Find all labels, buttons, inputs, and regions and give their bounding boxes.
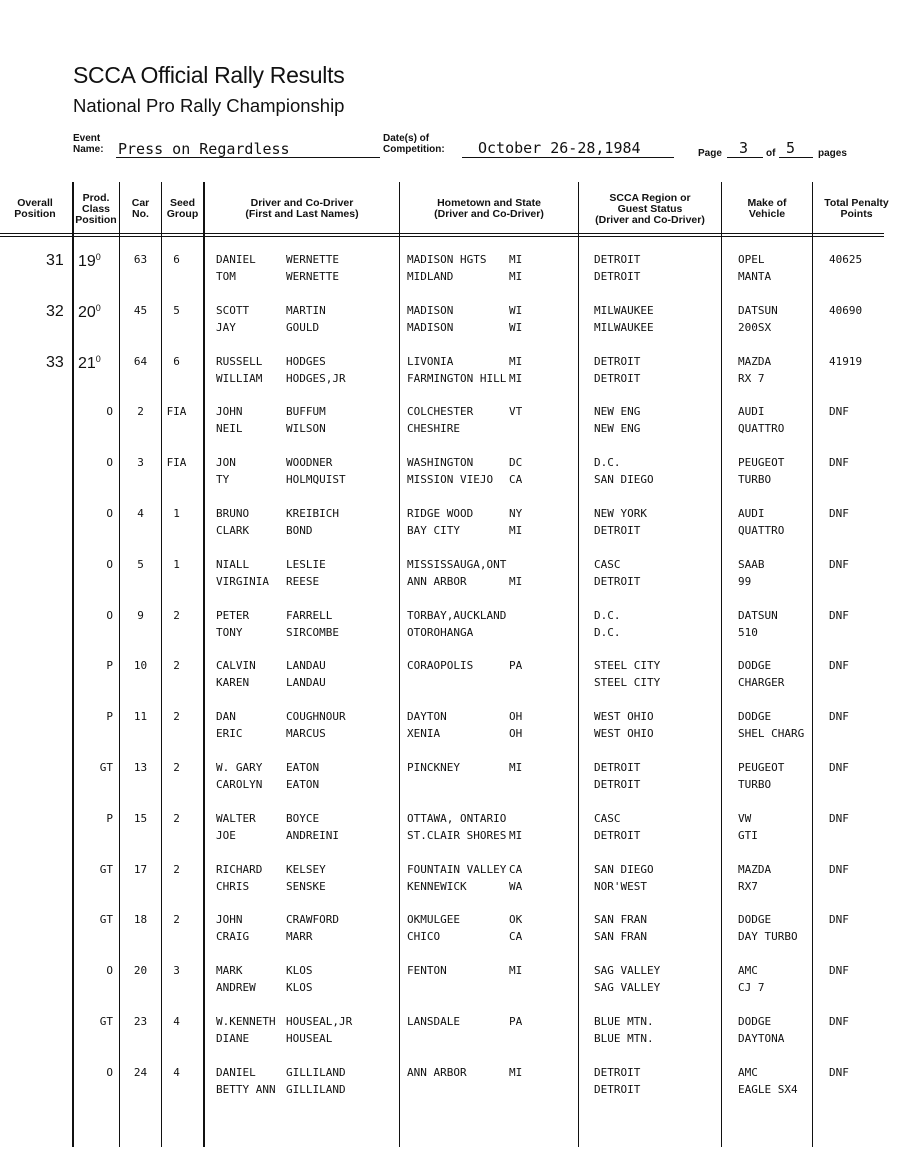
codriver-first-name: TONY [216, 626, 243, 639]
codriver-first-name: WILLIAM [216, 372, 263, 385]
col-header-make: Make of Vehicle [747, 197, 787, 220]
class-position [78, 303, 101, 322]
vehicle-model: QUATTRO [738, 422, 785, 435]
col-divider [578, 182, 579, 1147]
col-divider [812, 182, 813, 1147]
codriver-first-name: KAREN [216, 676, 250, 689]
car-number: 45 [133, 304, 148, 317]
driver-last-name: BOYCE [286, 812, 320, 825]
vehicle-make: VW [738, 812, 752, 825]
class-position: P [106, 812, 113, 825]
codriver-last-name: SENSKE [286, 880, 326, 893]
seed-group: 2 [173, 913, 180, 926]
col-header-car: Car No. [131, 197, 150, 220]
driver-state: VT [509, 405, 523, 418]
driver-hometown: PINCKNEY [407, 761, 460, 774]
class-position: GT [99, 863, 113, 876]
codriver-first-name: TY [216, 473, 230, 486]
vehicle-model: DAYTONA [738, 1032, 785, 1045]
total-penalty-points: DNF [829, 1015, 849, 1028]
codriver-last-name: WERNETTE [286, 270, 339, 283]
class-position: O [106, 964, 113, 977]
driver-state: NY [509, 507, 523, 520]
vehicle-model: MANTA [738, 270, 772, 283]
vehicle-make: AUDI [738, 507, 765, 520]
driver-state: CA [509, 863, 523, 876]
driver-first-name: CALVIN [216, 659, 256, 672]
codriver-region: D.C. [594, 626, 621, 639]
driver-first-name: NIALL [216, 558, 250, 571]
class-position: O [106, 1066, 113, 1079]
driver-state: MI [509, 964, 523, 977]
codriver-state: MI [509, 829, 523, 842]
page-number-underline [727, 157, 763, 158]
driver-first-name: RICHARD [216, 863, 263, 876]
driver-hometown: OKMULGEE [407, 913, 460, 926]
total-penalty-points: DNF [829, 558, 849, 571]
codriver-hometown: ANN ARBOR [407, 575, 467, 588]
codriver-region: SAN FRAN [594, 930, 647, 943]
codriver-hometown: XENIA [407, 727, 441, 740]
codriver-hometown: FARMINGTON HILL [407, 372, 507, 385]
driver-last-name: LANDAU [286, 659, 326, 672]
total-pages: 5 [786, 139, 796, 157]
driver-state: OH [509, 710, 523, 723]
overall-position: 31 [46, 252, 64, 269]
car-number: 18 [133, 913, 148, 926]
codriver-region: DETROIT [594, 372, 641, 385]
driver-region: DETROIT [594, 355, 641, 368]
vehicle-model: 510 [738, 626, 758, 639]
driver-hometown: LANSDALE [407, 1015, 460, 1028]
total-penalty-points: DNF [829, 812, 849, 825]
driver-first-name: PETER [216, 609, 250, 622]
vehicle-make: PEUGEOT [738, 761, 785, 774]
vehicle-model: TURBO [738, 473, 772, 486]
driver-hometown: DAYTON [407, 710, 447, 723]
driver-last-name: FARRELL [286, 609, 333, 622]
class-position: O [106, 507, 113, 520]
seed-group: FIA [166, 405, 187, 418]
driver-region: SAG VALLEY [594, 964, 661, 977]
driver-last-name: LESLIE [286, 558, 326, 571]
col-header-points: Total Penalty Points [824, 197, 889, 220]
driver-last-name: COUGHNOUR [286, 710, 346, 723]
total-penalty-points: DNF [829, 761, 849, 774]
driver-region: SAN FRAN [594, 913, 647, 926]
driver-state: WI [509, 304, 523, 317]
car-number: 2 [137, 405, 144, 418]
vehicle-model: CJ 7 [738, 981, 765, 994]
car-number: 11 [133, 710, 148, 723]
seed-group: 2 [173, 761, 180, 774]
driver-last-name: KREIBICH [286, 507, 339, 520]
codriver-first-name: CLARK [216, 524, 250, 537]
header-rule-bottom [0, 236, 884, 237]
vehicle-model: RX 7 [738, 372, 765, 385]
total-penalty-points: DNF [829, 659, 849, 672]
vehicle-make: DATSUN [738, 304, 778, 317]
driver-region: D.C. [594, 456, 621, 469]
driver-first-name: JON [216, 456, 236, 469]
col-divider [203, 182, 205, 1147]
driver-state: OK [509, 913, 523, 926]
total-penalty-points: DNF [829, 710, 849, 723]
car-number: 63 [133, 253, 148, 266]
of-label: of [766, 148, 776, 159]
vehicle-model: 99 [738, 575, 752, 588]
seed-group: 2 [173, 863, 180, 876]
driver-last-name: WERNETTE [286, 253, 339, 266]
class-position: GT [99, 913, 113, 926]
vehicle-model: TURBO [738, 778, 772, 791]
codriver-state: CA [509, 473, 523, 486]
vehicle-model: SHEL CHARG [738, 727, 805, 740]
driver-state: MI [509, 1066, 523, 1079]
car-number: 5 [137, 558, 144, 571]
codriver-state: OH [509, 727, 523, 740]
total-penalty-points: DNF [829, 964, 849, 977]
class-position: P [106, 659, 113, 672]
car-number: 10 [133, 659, 148, 672]
codriver-first-name: TOM [216, 270, 236, 283]
seed-group: 4 [173, 1015, 180, 1028]
driver-first-name: MARK [216, 964, 243, 977]
total-penalty-points: DNF [829, 863, 849, 876]
driver-region: NEW YORK [594, 507, 647, 520]
codriver-region: DETROIT [594, 829, 641, 842]
class-position: O [106, 456, 113, 469]
driver-region: CASC [594, 812, 621, 825]
codriver-region: DETROIT [594, 1083, 641, 1096]
driver-hometown: WASHINGTON [407, 456, 474, 469]
vehicle-make: DODGE [738, 1015, 772, 1028]
class-position [78, 252, 101, 271]
driver-first-name: JOHN [216, 913, 243, 926]
codriver-last-name: SIRCOMBE [286, 626, 339, 639]
vehicle-model: QUATTRO [738, 524, 785, 537]
codriver-region: DETROIT [594, 778, 641, 791]
class-position: GT [99, 1015, 113, 1028]
vehicle-make: DODGE [738, 710, 772, 723]
driver-first-name: W. GARY [216, 761, 263, 774]
codriver-last-name: GOULD [286, 321, 320, 334]
codriver-region: DETROIT [594, 524, 641, 537]
codriver-state: MI [509, 270, 523, 283]
driver-last-name: MARTIN [286, 304, 326, 317]
codriver-last-name: MARCUS [286, 727, 326, 740]
event-name-value: Press on Regardless [118, 140, 290, 158]
dates-value: October 26-28,1984 [478, 139, 641, 157]
codriver-last-name: GILLILAND [286, 1083, 346, 1096]
codriver-hometown: MISSION VIEJO [407, 473, 494, 486]
car-number: 17 [133, 863, 148, 876]
codriver-state: MI [509, 372, 523, 385]
driver-last-name: WOODNER [286, 456, 333, 469]
driver-first-name: BRUNO [216, 507, 250, 520]
driver-hometown: MADISON HGTS [407, 253, 487, 266]
class-position-value: 19 [78, 253, 96, 270]
driver-last-name: HODGES [286, 355, 326, 368]
driver-first-name: DAN [216, 710, 236, 723]
car-number: 4 [137, 507, 144, 520]
class-position [78, 354, 101, 373]
driver-region: D.C. [594, 609, 621, 622]
seed-group: 2 [173, 710, 180, 723]
codriver-state: MI [509, 524, 523, 537]
codriver-state: CA [509, 930, 523, 943]
driver-last-name: GILLILAND [286, 1066, 346, 1079]
driver-hometown: RIDGE WOOD [407, 507, 474, 520]
class-position-superscript: 0 [95, 303, 101, 313]
codriver-hometown: CHICO [407, 930, 441, 943]
codriver-last-name: REESE [286, 575, 320, 588]
col-header-seed: Seed Group [166, 197, 199, 220]
driver-hometown: MISSISSAUGA,ONT [407, 558, 507, 571]
codriver-hometown: MIDLAND [407, 270, 454, 283]
driver-state: PA [509, 659, 523, 672]
driver-hometown: COLCHESTER [407, 405, 474, 418]
col-divider [399, 182, 400, 1147]
car-number: 20 [133, 964, 148, 977]
driver-region: SAN DIEGO [594, 863, 654, 876]
pages-label: pages [818, 148, 847, 159]
vehicle-make: AMC [738, 964, 758, 977]
total-penalty-points: DNF [829, 913, 849, 926]
driver-last-name: KELSEY [286, 863, 326, 876]
seed-group: 1 [173, 558, 180, 571]
codriver-first-name: ERIC [216, 727, 243, 740]
codriver-first-name: JOE [216, 829, 236, 842]
driver-region: DETROIT [594, 253, 641, 266]
seed-group: 2 [173, 659, 180, 672]
driver-first-name: DANIEL [216, 253, 256, 266]
driver-region: NEW ENG [594, 405, 641, 418]
vehicle-model: CHARGER [738, 676, 785, 689]
driver-state: PA [509, 1015, 523, 1028]
driver-hometown: FOUNTAIN VALLEY [407, 863, 507, 876]
driver-first-name: SCOTT [216, 304, 250, 317]
vehicle-make: OPEL [738, 253, 765, 266]
dates-label: Date(s) of Competition: [383, 133, 445, 155]
codriver-region: SAN DIEGO [594, 473, 654, 486]
class-position: O [106, 405, 113, 418]
codriver-first-name: CRAIG [216, 930, 250, 943]
codriver-first-name: VIRGINIA [216, 575, 269, 588]
seed-group: FIA [166, 456, 187, 469]
header-rule-top [0, 233, 884, 234]
driver-hometown: MADISON [407, 304, 454, 317]
seed-group: 1 [173, 507, 180, 520]
total-penalty-points: DNF [829, 507, 849, 520]
codriver-region: WEST OHIO [594, 727, 654, 740]
driver-first-name: W.KENNETH [216, 1015, 276, 1028]
vehicle-make: AUDI [738, 405, 765, 418]
car-number: 64 [133, 355, 148, 368]
driver-last-name: BUFFUM [286, 405, 326, 418]
vehicle-make: DODGE [738, 659, 772, 672]
class-position: P [106, 710, 113, 723]
vehicle-make: AMC [738, 1066, 758, 1079]
seed-group: 4 [173, 1066, 180, 1079]
codriver-state: MI [509, 575, 523, 588]
event-name-label: Event Name: [73, 133, 104, 155]
codriver-region: MILWAUKEE [594, 321, 654, 334]
codriver-last-name: HODGES,JR [286, 372, 346, 385]
driver-hometown: CORAOPOLIS [407, 659, 474, 672]
driver-last-name: KLOS [286, 964, 313, 977]
vehicle-make: MAZDA [738, 355, 772, 368]
codriver-hometown: KENNEWICK [407, 880, 467, 893]
total-penalty-points: DNF [829, 405, 849, 418]
codriver-last-name: MARR [286, 930, 313, 943]
col-header-overall: Overall Position [14, 197, 56, 220]
vehicle-make: SAAB [738, 558, 765, 571]
codriver-region: NEW ENG [594, 422, 641, 435]
vehicle-make: DODGE [738, 913, 772, 926]
codriver-last-name: EATON [286, 778, 320, 791]
total-penalty-points: 41919 [829, 355, 863, 368]
total-penalty-points: 40690 [829, 304, 863, 317]
overall-position: 33 [46, 354, 64, 371]
codriver-state: WA [509, 880, 523, 893]
driver-hometown: TORBAY,AUCKLAND [407, 609, 507, 622]
driver-hometown: FENTON [407, 964, 447, 977]
codriver-first-name: DIANE [216, 1032, 250, 1045]
total-penalty-points: DNF [829, 1066, 849, 1079]
event-name-underline [116, 157, 380, 158]
seed-group: 6 [173, 253, 180, 266]
codriver-hometown: BAY CITY [407, 524, 460, 537]
codriver-region: STEEL CITY [594, 676, 661, 689]
codriver-last-name: ANDREINI [286, 829, 339, 842]
driver-first-name: RUSSELL [216, 355, 263, 368]
driver-region: WEST OHIO [594, 710, 654, 723]
codriver-hometown: CHESHIRE [407, 422, 460, 435]
driver-region: BLUE MTN. [594, 1015, 654, 1028]
class-position: GT [99, 761, 113, 774]
driver-last-name: EATON [286, 761, 320, 774]
vehicle-model: GTI [738, 829, 758, 842]
driver-state: MI [509, 355, 523, 368]
driver-first-name: JOHN [216, 405, 243, 418]
driver-hometown: LIVONIA [407, 355, 454, 368]
driver-state: DC [509, 456, 523, 469]
codriver-first-name: JAY [216, 321, 236, 334]
codriver-first-name: BETTY ANN [216, 1083, 276, 1096]
page-subtitle: National Pro Rally Championship [73, 95, 345, 116]
col-header-hometown: Hometown and State (Driver and Co-Driver) [434, 197, 544, 220]
codriver-first-name: ANDREW [216, 981, 256, 994]
driver-region: STEEL CITY [594, 659, 661, 672]
codriver-last-name: HOLMQUIST [286, 473, 346, 486]
driver-region: CASC [594, 558, 621, 571]
car-number: 9 [137, 609, 144, 622]
driver-last-name: CRAWFORD [286, 913, 339, 926]
total-penalty-points: DNF [829, 456, 849, 469]
seed-group: 2 [173, 812, 180, 825]
codriver-region: BLUE MTN. [594, 1032, 654, 1045]
class-position: O [106, 558, 113, 571]
codriver-first-name: NEIL [216, 422, 243, 435]
car-number: 15 [133, 812, 148, 825]
codriver-first-name: CAROLYN [216, 778, 263, 791]
car-number: 13 [133, 761, 148, 774]
class-position: O [106, 609, 113, 622]
codriver-region: DETROIT [594, 575, 641, 588]
seed-group: 3 [173, 964, 180, 977]
class-position-superscript: 0 [95, 252, 101, 262]
codriver-last-name: BOND [286, 524, 313, 537]
driver-state: MI [509, 761, 523, 774]
codriver-last-name: WILSON [286, 422, 326, 435]
dates-underline [462, 157, 674, 158]
driver-region: MILWAUKEE [594, 304, 654, 317]
driver-state: MI [509, 253, 523, 266]
driver-region: DETROIT [594, 761, 641, 774]
class-position-value: 20 [78, 304, 96, 321]
car-number: 3 [137, 456, 144, 469]
codriver-state: WI [509, 321, 523, 334]
class-position-value: 21 [78, 355, 96, 372]
codriver-first-name: CHRIS [216, 880, 250, 893]
col-header-driver: Driver and Co-Driver (First and Last Names) [245, 197, 359, 220]
total-penalty-points: DNF [829, 609, 849, 622]
col-header-class: Prod. Class Position [75, 191, 117, 226]
codriver-region: SAG VALLEY [594, 981, 661, 994]
vehicle-make: MAZDA [738, 863, 772, 876]
codriver-last-name: LANDAU [286, 676, 326, 689]
seed-group: 6 [173, 355, 180, 368]
page-title: SCCA Official Rally Results [73, 62, 345, 88]
vehicle-make: PEUGEOT [738, 456, 785, 469]
page-number: 3 [739, 139, 749, 157]
col-divider [721, 182, 722, 1147]
driver-last-name: HOUSEAL,JR [286, 1015, 353, 1028]
driver-hometown: ANN ARBOR [407, 1066, 467, 1079]
page-label: Page [698, 148, 722, 159]
driver-first-name: DANIEL [216, 1066, 256, 1079]
col-header-region: SCCA Region or Guest Status (Driver and Co-Driver) [595, 191, 705, 226]
seed-group: 5 [173, 304, 180, 317]
codriver-hometown: MADISON [407, 321, 454, 334]
vehicle-model: EAGLE SX4 [738, 1083, 798, 1096]
overall-position: 32 [46, 303, 64, 320]
vehicle-model: DAY TURBO [738, 930, 798, 943]
seed-group: 2 [173, 609, 180, 622]
codriver-hometown: ST.CLAIR SHORES [407, 829, 507, 842]
codriver-region: DETROIT [594, 270, 641, 283]
total-pages-underline [779, 157, 813, 158]
car-number: 23 [133, 1015, 148, 1028]
codriver-hometown: OTOROHANGA [407, 626, 474, 639]
car-number: 24 [133, 1066, 148, 1079]
class-position-superscript: 0 [95, 354, 101, 364]
total-penalty-points: 40625 [829, 253, 863, 266]
codriver-last-name: HOUSEAL [286, 1032, 333, 1045]
vehicle-model: 200SX [738, 321, 772, 334]
codriver-last-name: KLOS [286, 981, 313, 994]
vehicle-make: DATSUN [738, 609, 778, 622]
vehicle-model: RX7 [738, 880, 758, 893]
driver-first-name: WALTER [216, 812, 256, 825]
driver-hometown: OTTAWA, ONTARIO [407, 812, 507, 825]
driver-region: DETROIT [594, 1066, 641, 1079]
codriver-region: NOR'WEST [594, 880, 647, 893]
